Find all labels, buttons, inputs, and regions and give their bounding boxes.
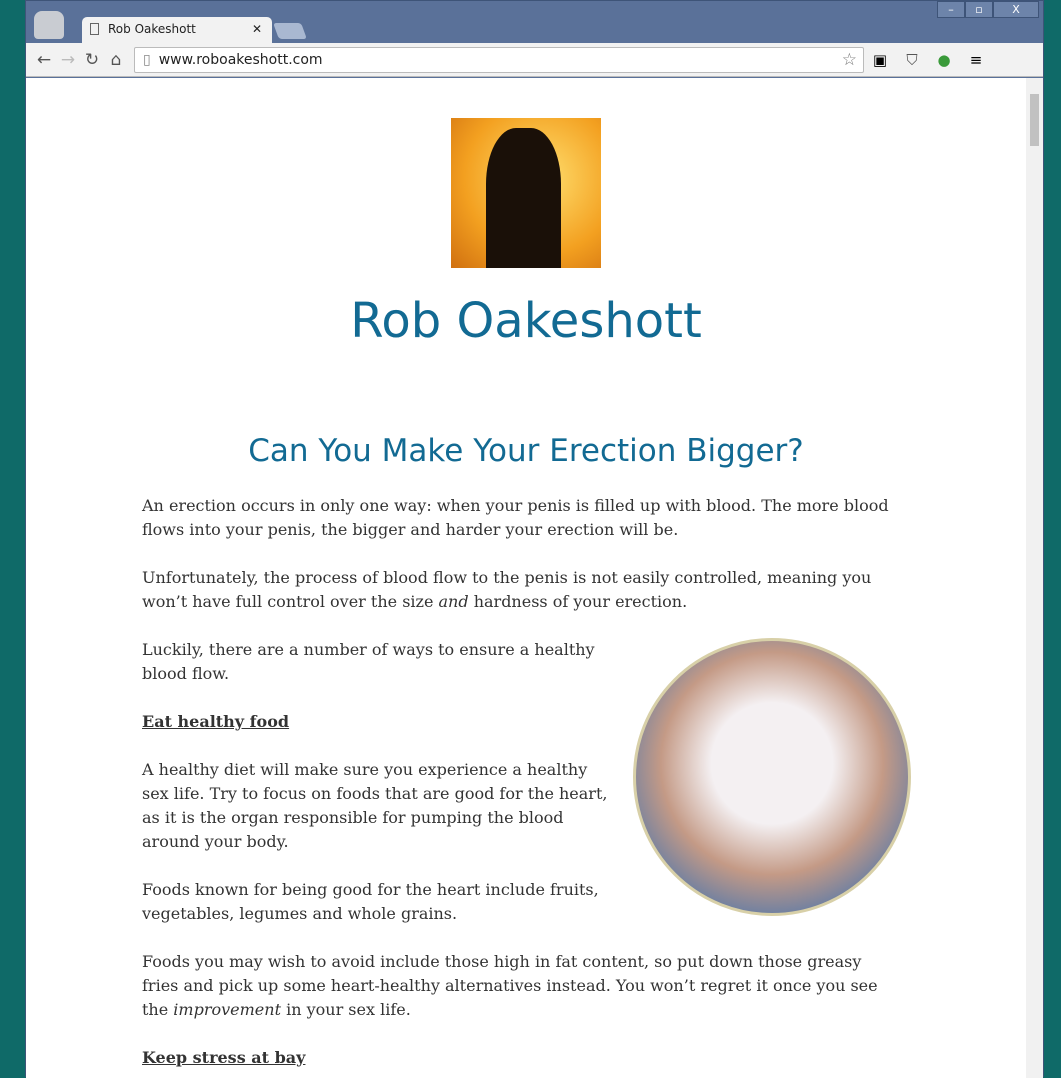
extension-quote-icon[interactable]: ▣: [872, 50, 888, 69]
article-heading: Can You Make Your Erection Bigger?: [248, 433, 804, 469]
new-tab-button[interactable]: [273, 23, 307, 39]
forward-icon[interactable]: →: [60, 49, 76, 70]
subheading: Keep stress at bay: [142, 1048, 306, 1067]
paragraph: Unfortunately, the process of blood flow to the penis is not easily controlled, meaning you won’t have full control over the size and hardness of your erection.: [142, 568, 872, 611]
web-page: [26, 78, 1026, 1078]
browser-window: [25, 0, 1044, 1077]
paragraph: An erection occurs in only one way: when your penis is filled up with blood. The more blood flows into your penis, the bigger and harder your erection will be.: [142, 496, 889, 539]
tab-title: Rob Oakeshott: [108, 22, 196, 36]
maximize-button[interactable]: ▫: [965, 1, 993, 18]
site-title[interactable]: Rob Oakeshott: [350, 293, 702, 349]
window-controls: [937, 1, 1039, 18]
back-icon[interactable]: ←: [36, 49, 52, 70]
pocket-icon[interactable]: ⛉: [906, 50, 918, 69]
minimize-button[interactable]: –: [937, 1, 965, 18]
home-icon[interactable]: ⌂: [110, 49, 122, 70]
url-text: www.roboakeshott.com: [158, 51, 323, 68]
paragraph: Foods known for being good for the heart include fruits, vegetables, legumes and whole grains.: [142, 880, 599, 923]
tab-active[interactable]: [82, 17, 272, 43]
page-icon: [90, 23, 99, 35]
scrollbar[interactable]: [1026, 78, 1043, 1078]
paragraph: A healthy diet will make sure you experience a healthy sex life. Try to focus on foods that are good for the heart, as it is the organ responsible for pumping the blood around your body.: [142, 760, 608, 851]
paragraph: Luckily, there are a number of ways to ensure a healthy blood flow.: [142, 640, 595, 683]
close-window-button[interactable]: X: [993, 1, 1039, 18]
menu-icon[interactable]: ≡: [969, 50, 983, 69]
close-tab-icon[interactable]: ✕: [251, 22, 262, 36]
page-icon: ▯: [143, 51, 151, 68]
incognito-icon: [34, 11, 64, 39]
scrollbar-thumb[interactable]: [1030, 94, 1039, 146]
address-bar[interactable]: [134, 47, 864, 73]
bookmark-star-icon[interactable]: ☆: [841, 49, 857, 70]
paragraph: Foods you may wish to avoid include those high in fat content, so put down those greasy fries and pick up some heart-healthy alternatives instead. You won’t regret it once you see the improvement in your sex life.: [142, 952, 878, 1019]
subheading: Eat healthy food: [142, 712, 290, 731]
toolbar: [26, 43, 1043, 77]
article-body: [142, 494, 902, 1078]
reload-icon[interactable]: ↻: [84, 49, 100, 70]
evernote-icon[interactable]: ●: [937, 50, 951, 69]
site-logo-image: [451, 118, 601, 268]
